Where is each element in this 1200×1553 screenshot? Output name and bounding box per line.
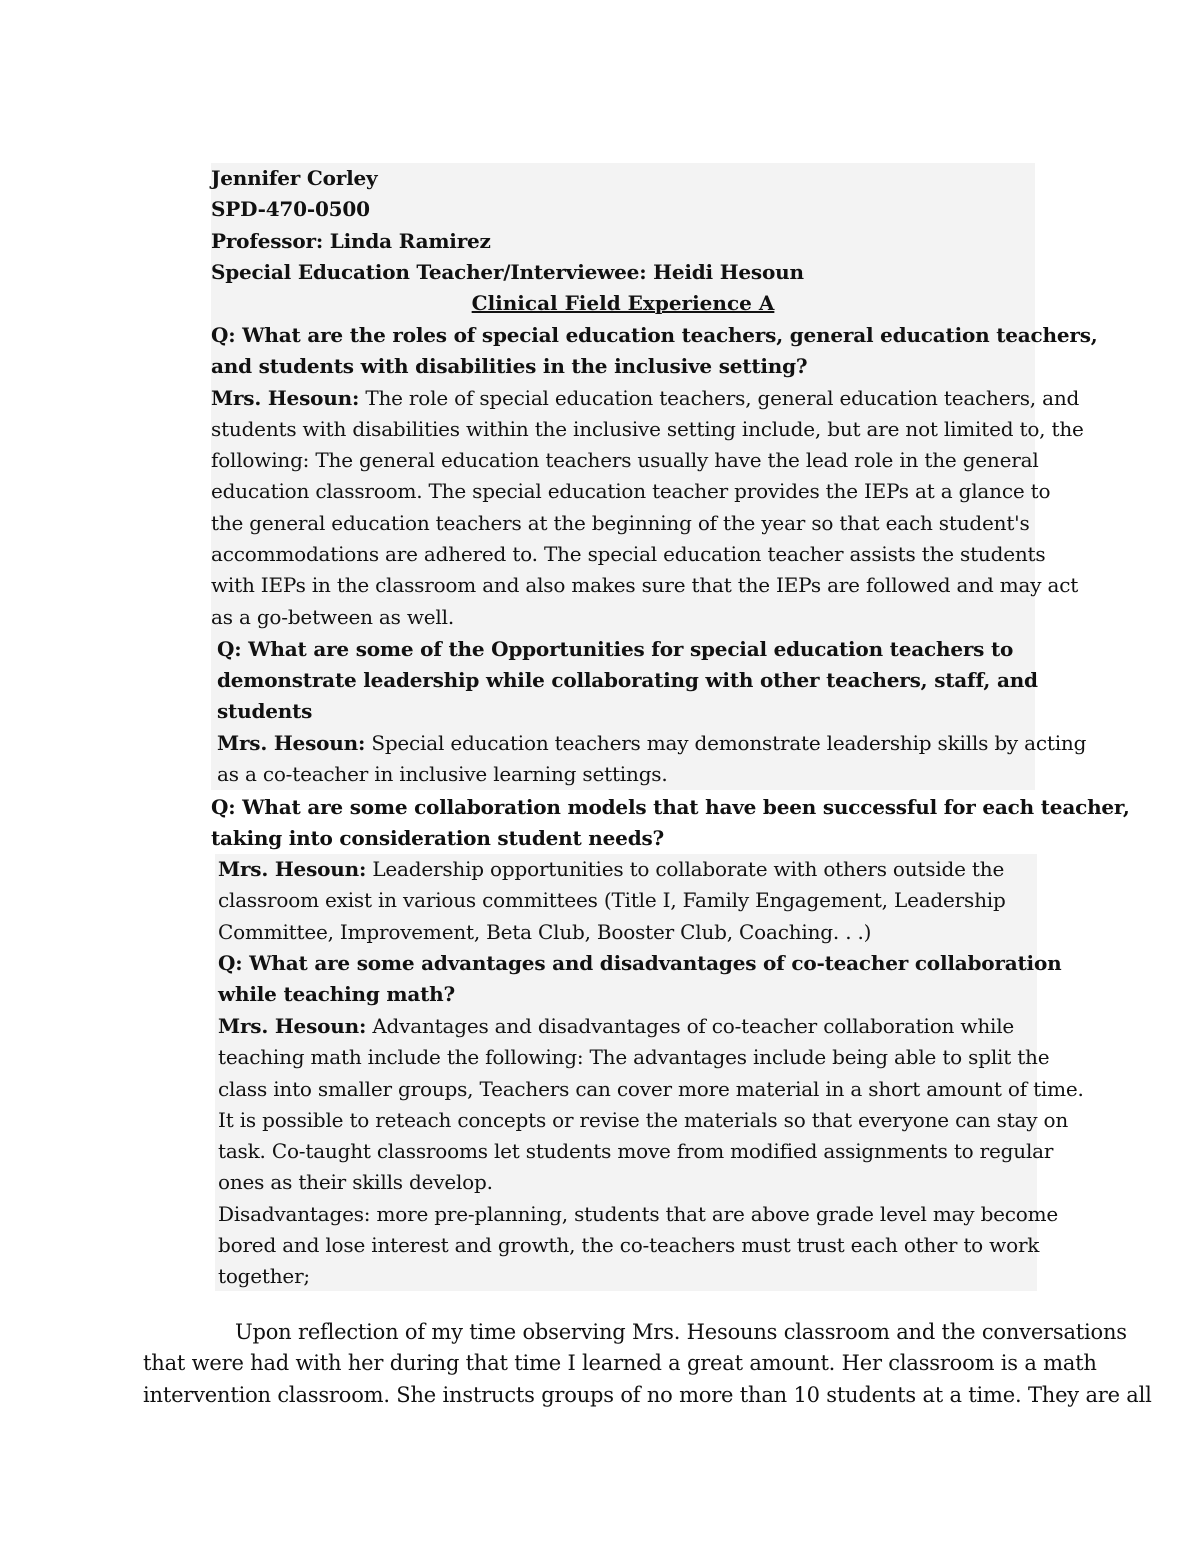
- q4-answer-line: Disadvantages: more pre-planning, students that are above grade level may become: [218, 1202, 1059, 1226]
- q1-answer-line: the general education teachers at the beginning of the year so that each student's: [211, 511, 1030, 535]
- q2-answer-line: [217, 728, 1086, 759]
- q1-question-line: Q: What are the roles of special education teachers, general education teachers,: [211, 323, 1098, 347]
- q1-speaker: Mrs. Hesoun:: [211, 386, 360, 410]
- q3-speaker: Mrs. Hesoun:: [218, 857, 367, 881]
- q3-answer-line: Committee, Improvement, Beta Club, Booster Club, Coaching. . .): [218, 920, 872, 944]
- q1-answer-line: with IEPs in the classroom and also makes sure that the IEPs are followed and may act: [211, 573, 1079, 597]
- q2-answer-first: Special education teachers may demonstrate leadership skills by acting: [365, 731, 1087, 755]
- reflection-line: intervention classroom. She instructs groups of no more than 10 students at a time. They are all: [143, 1383, 1152, 1407]
- q1-answer-line: accommodations are adhered to. The special education teacher assists the students: [211, 542, 1046, 566]
- q1-question-line: and students with disabilities in the inclusive setting?: [211, 354, 808, 378]
- q4-question-line: while teaching math?: [218, 982, 455, 1006]
- q2-speaker: Mrs. Hesoun:: [217, 731, 366, 755]
- q2-question-line: demonstrate leadership while collaborating with other teachers, staff, and: [217, 668, 1038, 692]
- q4-answer-line: together;: [218, 1264, 310, 1288]
- q1-answer-first: The role of special education teachers, general education teachers, and: [359, 386, 1080, 410]
- q4-answer-line: ones as their skills develop.: [218, 1170, 493, 1194]
- q3-answer-line: classroom exist in various committees (Title I, Family Engagement, Leadership: [218, 888, 1006, 912]
- q1-answer-line: students with disabilities within the inclusive setting include, but are not limited to, the: [211, 417, 1084, 441]
- q2-question-line: Q: What are some of the Opportunities for special education teachers to: [217, 637, 1014, 661]
- interviewee: Special Education Teacher/Interviewee: Heidi Hesoun: [211, 260, 804, 284]
- q4-answer-first: Advantages and disadvantages of co-teacher collaboration while: [366, 1014, 1015, 1038]
- q4-answer-line: It is possible to reteach concepts or revise the materials so that everyone can stay on: [218, 1108, 1069, 1132]
- student-name: Jennifer Corley: [211, 166, 378, 190]
- q1-answer-line: [211, 383, 1079, 414]
- q3-answer-line: [218, 854, 1004, 885]
- q2-question-line: students: [217, 699, 313, 723]
- q3-question-line: taking into consideration student needs?: [211, 826, 665, 850]
- q4-question-line: Q: What are some advantages and disadvantages of co-teacher collaboration: [218, 951, 1062, 975]
- q4-answer-line: class into smaller groups, Teachers can cover more material in a short amount of time.: [218, 1077, 1084, 1101]
- q2-answer-line: as a co-teacher in inclusive learning settings.: [217, 762, 668, 786]
- q1-answer-line: education classroom. The special education teacher provides the IEPs at a glance to: [211, 479, 1051, 503]
- q4-answer-line: bored and lose interest and growth, the co-teachers must trust each other to work: [218, 1233, 1040, 1257]
- q3-answer-first: Leadership opportunities to collaborate with others outside the: [366, 857, 1005, 881]
- document-title: Clinical Field Experience A: [471, 291, 775, 315]
- q3-question-line: Q: What are some collaboration models that have been successful for each teacher,: [211, 795, 1130, 819]
- q1-answer-line: as a go-between as well.: [211, 605, 454, 629]
- q4-answer-line: task. Co-taught classrooms let students move from modified assignments to regular: [218, 1139, 1054, 1163]
- q1-answer-line: following: The general education teachers usually have the lead role in the general: [211, 448, 1039, 472]
- interview-block-1: [211, 163, 1098, 790]
- professor: Professor: Linda Ramirez: [211, 229, 491, 253]
- reflection-line: that were had with her during that time I learned a great amount. Her classroom is a math: [143, 1351, 1097, 1375]
- q4-answer-line: teaching math include the following: The advantages include being able to split the: [218, 1045, 1050, 1069]
- reflection-line: Upon reflection of my time observing Mrs. Hesouns classroom and the conversations: [235, 1320, 1127, 1344]
- course-code: SPD-470-0500: [211, 197, 370, 221]
- q4-answer-line: [218, 1011, 1014, 1042]
- interview-block-2: [215, 854, 1084, 1291]
- q4-speaker: Mrs. Hesoun:: [218, 1014, 367, 1038]
